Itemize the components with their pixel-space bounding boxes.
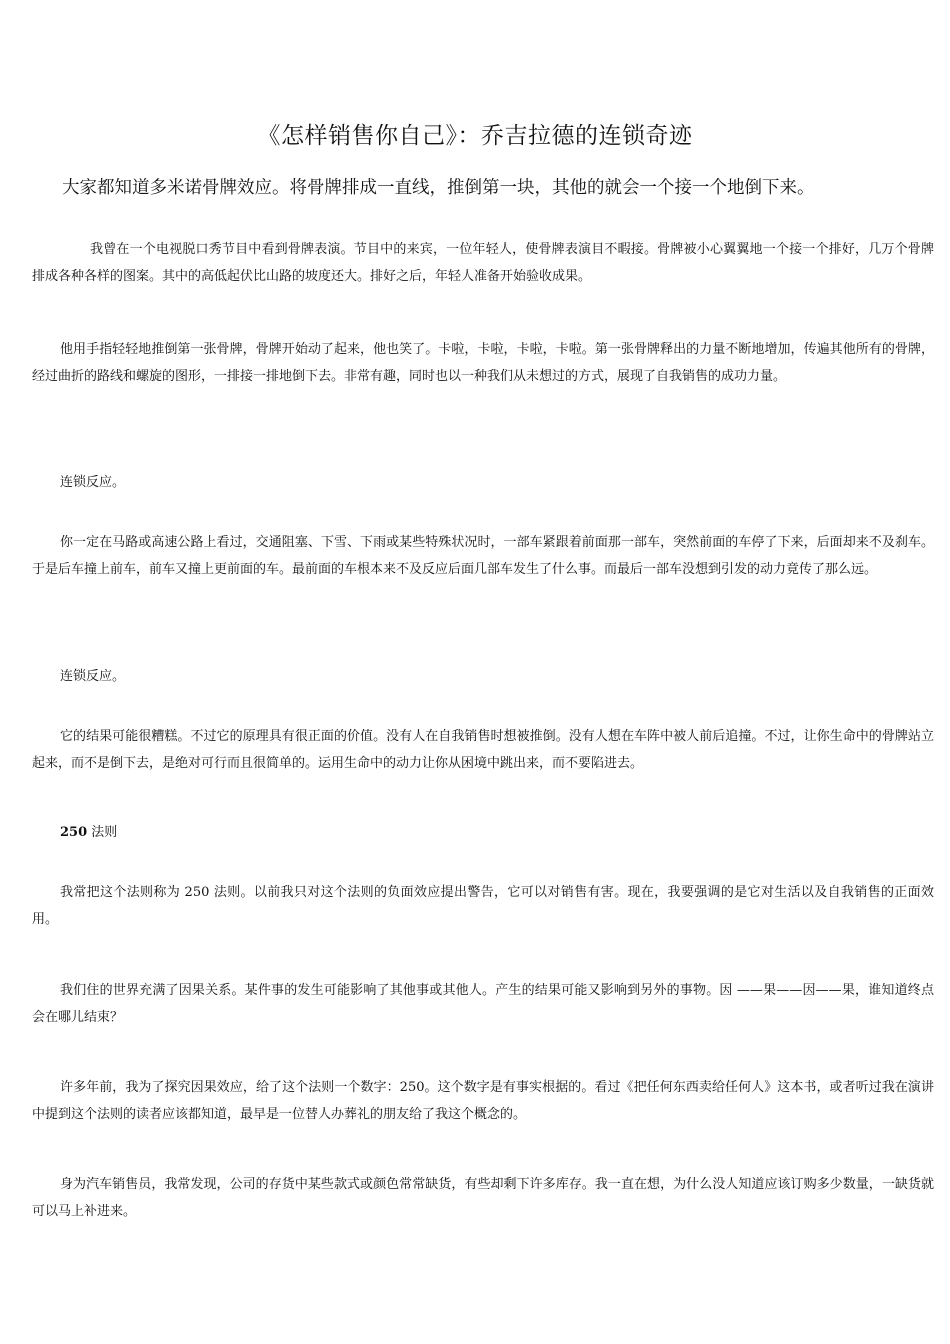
- heading-250-rule: [60, 819, 117, 846]
- heading-250-label: 法则: [91, 825, 118, 840]
- heading-chain-reaction-1: 连锁反应。: [60, 475, 126, 490]
- document-title: 《怎样销售你自己》：乔吉拉德的连锁奇迹: [257, 123, 693, 149]
- paragraph-domino-show: 我曾在一个电视脱口秀节目中看到骨牌表演。节目中的来宾，一位年轻人，使骨牌表演目不暇接。骨牌被小心翼翼地一个接一个排好，几万个骨牌排成各种各样的图案。其中的高低起伏比山路的坡度还大。排好之后，年轻人准备开始验收成果。: [32, 242, 934, 284]
- paragraph-cause-effect: 我们住的世界充满了因果关系。某件事的发生可能影响了其他事或其他人。产生的结果可能又影响到另外的事物。因 ——果——因——果，谁知道终点会在哪儿结束？: [32, 983, 934, 1025]
- paragraph-domino-push: 他用手指轻轻地推倒第一张骨牌，骨牌开始动了起来，他也笑了。卡啦，卡啦，卡啦，卡啦。第一张骨牌释出的力量不断地增加，传遍其他所有的骨牌，经过曲折的路线和螺旋的图形，一排接一排地倒下去。非常有趣，同时也以一种我们从未想过的方式，展现了自我销售的成功力量。: [32, 342, 934, 384]
- document-subtitle: 大家都知道多米诺骨牌效应。将骨牌排成一直线，推倒第一块，其他的就会一个接一个地倒下来。: [62, 178, 815, 198]
- paragraph-traffic: 你一定在马路或高速公路上看过，交通阻塞、下雪、下雨或某些特殊状况时，一部车紧跟着前面那一部车，突然前面的车停了下来，后面却来不及刹车。于是后车撞上前车，前车又撞上更前面的车。最前面的车根本来不及反应后面几部车发生了什么事。而最后一部车没想到引发的动力竟传了那么远。: [32, 535, 934, 577]
- heading-250-number: 250: [60, 825, 88, 840]
- heading-chain-reaction-2: 连锁反应。: [60, 669, 126, 684]
- paragraph-car-sales: 身为汽车销售员，我常发现，公司的存货中某些款式或颜色常常缺货，有些却剩下许多库存。我一直在想，为什么没人知道应该订购多少数量，一缺货就可以马上补进来。: [32, 1177, 934, 1219]
- paragraph-250-rule: 我常把这个法则称为 250 法则。以前我只对这个法则的负面效应提出警告，它可以对销售有害。现在，我要强调的是它对生活以及自我销售的正面效用。: [32, 885, 934, 927]
- paragraph-result: 它的结果可能很糟糕。不过它的原理具有很正面的价值。没有人在自我销售时想被推倒。没有人想在车阵中被人前后追撞。不过，让你生命中的骨牌站立起来，而不是倒下去，是绝对可行而且很简单的。运用生命中的动力让你从困境中跳出来，而不要陷进去。: [32, 729, 934, 771]
- paragraph-number-250: 许多年前，我为了探究因果效应，给了这个法则一个数字：250。这个数字是有事实根据的。看过《把任何东西卖给任何人》这本书，或者听过我在演讲中提到这个法则的读者应该都知道，最早是一位替人办葬礼的朋友给了我这个概念的。: [32, 1080, 934, 1122]
